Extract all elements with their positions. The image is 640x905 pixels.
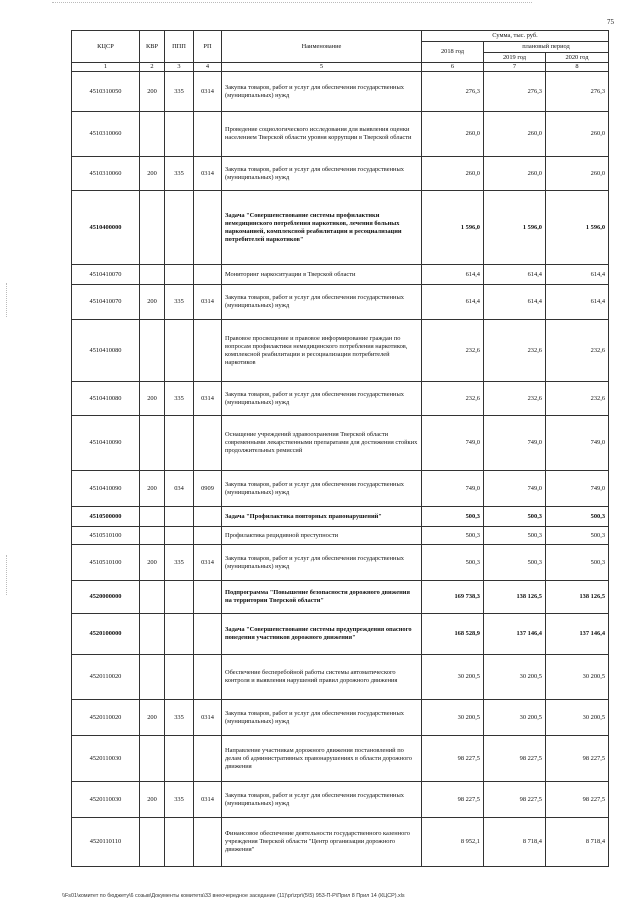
- cell-sum-2019: 232,6: [484, 382, 546, 416]
- cell-ppp: 335: [165, 545, 194, 581]
- table-row: [72, 581, 609, 614]
- table-row: [72, 614, 609, 655]
- cell-sum-2018: 30 200,5: [422, 655, 484, 700]
- cell-sum-2018: 500,3: [422, 545, 484, 581]
- cell-kvr: 200: [140, 382, 165, 416]
- table-row: [72, 72, 609, 112]
- cell-kcsr: 4510310050: [72, 72, 140, 112]
- cell-kvr: [140, 507, 165, 527]
- cell-sum-2019: 138 126,5: [484, 581, 546, 614]
- cell-name: Направление участникам дорожного движения постановлений по делам об административных правонарушениях в области дорожного движения: [222, 736, 422, 782]
- cell-rp: 0314: [194, 72, 222, 112]
- cell-ppp: [165, 265, 194, 285]
- table-row: [72, 191, 609, 265]
- column-number: 1: [72, 63, 140, 72]
- cell-rp: [194, 655, 222, 700]
- table-row: [72, 782, 609, 818]
- cell-rp: [194, 581, 222, 614]
- table-row: [72, 545, 609, 581]
- header-year-2020: 2020 год: [546, 53, 609, 63]
- cell-rp: [194, 265, 222, 285]
- cell-kcsr: 4510410070: [72, 265, 140, 285]
- table-row: [72, 112, 609, 157]
- cell-name: Задача "Профилактика повторных правонарушений": [222, 507, 422, 527]
- table-row: [72, 157, 609, 191]
- cell-sum-2020: 232,6: [546, 382, 609, 416]
- cell-rp: 0314: [194, 700, 222, 736]
- column-number: 2: [140, 63, 165, 72]
- cell-name: Задача "Совершенствование системы профилактики немедицинского потребления наркотиков, лечения больных наркоманией, комплексной реабилитации и ресоциализации потребителей наркотиков": [222, 191, 422, 265]
- cell-ppp: [165, 614, 194, 655]
- cell-sum-2019: 276,3: [484, 72, 546, 112]
- cell-sum-2018: 169 738,3: [422, 581, 484, 614]
- cell-sum-2018: 749,0: [422, 471, 484, 507]
- cell-kvr: 200: [140, 285, 165, 320]
- cell-ppp: 335: [165, 382, 194, 416]
- cell-name: Закупка товаров, работ и услуг для обеспечения государственных (муниципальных) нужд: [222, 157, 422, 191]
- cell-rp: [194, 507, 222, 527]
- cell-sum-2020: 614,4: [546, 265, 609, 285]
- cell-sum-2020: 749,0: [546, 471, 609, 507]
- cell-sum-2018: 8 952,1: [422, 818, 484, 867]
- page-number: 75: [607, 18, 614, 26]
- cell-sum-2019: 8 718,4: [484, 818, 546, 867]
- cell-name: Задача "Совершенствование системы предупреждения опасного поведения участников дорожного движения": [222, 614, 422, 655]
- cell-sum-2019: 500,3: [484, 527, 546, 545]
- table-row: [72, 382, 609, 416]
- table-row: [72, 527, 609, 545]
- cell-kcsr: 4510410080: [72, 382, 140, 416]
- column-number: 4: [194, 63, 222, 72]
- cell-sum-2020: 276,3: [546, 72, 609, 112]
- cell-kcsr: 4510510100: [72, 545, 140, 581]
- cell-sum-2018: 30 200,5: [422, 700, 484, 736]
- cell-rp: [194, 527, 222, 545]
- cell-sum-2019: 260,0: [484, 157, 546, 191]
- cell-rp: 0314: [194, 157, 222, 191]
- table-row: [72, 655, 609, 700]
- header-name: Наименование: [222, 31, 422, 63]
- header-year-2019: 2019 год: [484, 53, 546, 63]
- cell-kcsr: 4520110020: [72, 700, 140, 736]
- cell-sum-2019: 98 227,5: [484, 736, 546, 782]
- cell-rp: [194, 416, 222, 471]
- cell-name: Проведение социологического исследования для выявления оценки населением Тверской области уровня коррупции в Тверской области: [222, 112, 422, 157]
- cell-kvr: 200: [140, 471, 165, 507]
- cell-kcsr: 4510410080: [72, 320, 140, 382]
- cell-sum-2020: 749,0: [546, 416, 609, 471]
- cell-rp: 0314: [194, 782, 222, 818]
- cell-sum-2018: 232,6: [422, 320, 484, 382]
- cell-ppp: 335: [165, 72, 194, 112]
- scan-margin-mark: [6, 283, 8, 317]
- cell-ppp: [165, 191, 194, 265]
- cell-kvr: [140, 416, 165, 471]
- table-row: [72, 736, 609, 782]
- cell-kcsr: 4510410070: [72, 285, 140, 320]
- cell-ppp: [165, 507, 194, 527]
- column-number: 3: [165, 63, 194, 72]
- table-row: [72, 416, 609, 471]
- cell-ppp: [165, 736, 194, 782]
- cell-ppp: [165, 655, 194, 700]
- cell-sum-2019: 614,4: [484, 285, 546, 320]
- column-number: 8: [546, 63, 609, 72]
- cell-sum-2019: 232,6: [484, 320, 546, 382]
- header-rp: РП: [194, 31, 222, 63]
- cell-rp: [194, 818, 222, 867]
- cell-name: Подпрограмма "Повышение безопасности дорожного движения на территории Тверской области": [222, 581, 422, 614]
- scan-top-dots: [52, 2, 532, 5]
- cell-kvr: [140, 527, 165, 545]
- cell-kvr: [140, 655, 165, 700]
- cell-sum-2020: 1 596,0: [546, 191, 609, 265]
- cell-ppp: 335: [165, 700, 194, 736]
- cell-sum-2019: 500,3: [484, 545, 546, 581]
- cell-rp: [194, 112, 222, 157]
- cell-kvr: [140, 818, 165, 867]
- cell-sum-2020: 500,3: [546, 527, 609, 545]
- cell-name: Закупка товаров, работ и услуг для обеспечения государственных (муниципальных) нужд: [222, 545, 422, 581]
- table-row: [72, 471, 609, 507]
- cell-ppp: [165, 320, 194, 382]
- table-row: [72, 700, 609, 736]
- cell-kvr: 200: [140, 157, 165, 191]
- file-path-footer: \\Fs01\комитет по бюджету\6 созыв\Документы комитета\33 внеочередное заседание (11)\pr\zpr\(5\5) 953-П-Р\Прил 8 Прил 14 (КЦСР).xls: [62, 893, 405, 899]
- cell-name: Мониторинг наркоситуации в Тверской области: [222, 265, 422, 285]
- column-number: 5: [222, 63, 422, 72]
- cell-kcsr: 4520000000: [72, 581, 140, 614]
- cell-kvr: 200: [140, 545, 165, 581]
- scan-margin-mark: [6, 555, 8, 595]
- cell-sum-2020: 98 227,5: [546, 736, 609, 782]
- cell-sum-2019: 30 200,5: [484, 700, 546, 736]
- cell-rp: 0314: [194, 285, 222, 320]
- cell-kcsr: 4520100000: [72, 614, 140, 655]
- cell-sum-2019: 614,4: [484, 265, 546, 285]
- cell-sum-2020: 98 227,5: [546, 782, 609, 818]
- cell-name: Закупка товаров, работ и услуг для обеспечения государственных (муниципальных) нужд: [222, 782, 422, 818]
- cell-ppp: [165, 818, 194, 867]
- cell-rp: [194, 320, 222, 382]
- cell-sum-2019: 98 227,5: [484, 782, 546, 818]
- header-year-2018: 2018 год: [422, 42, 484, 63]
- cell-kvr: [140, 320, 165, 382]
- cell-kvr: 200: [140, 72, 165, 112]
- budget-table: [71, 30, 609, 867]
- cell-sum-2019: 500,3: [484, 507, 546, 527]
- cell-sum-2019: 749,0: [484, 471, 546, 507]
- cell-sum-2018: 168 528,9: [422, 614, 484, 655]
- cell-rp: 0909: [194, 471, 222, 507]
- header-kvr: КВР: [140, 31, 165, 63]
- cell-sum-2018: 232,6: [422, 382, 484, 416]
- cell-rp: [194, 614, 222, 655]
- cell-kcsr: 4510400000: [72, 191, 140, 265]
- cell-ppp: 335: [165, 157, 194, 191]
- cell-kcsr: 4520110020: [72, 655, 140, 700]
- cell-ppp: [165, 416, 194, 471]
- cell-sum-2018: 749,0: [422, 416, 484, 471]
- cell-kvr: [140, 614, 165, 655]
- cell-ppp: 034: [165, 471, 194, 507]
- cell-sum-2018: 98 227,5: [422, 736, 484, 782]
- cell-name: Закупка товаров, работ и услуг для обеспечения государственных (муниципальных) нужд: [222, 382, 422, 416]
- cell-sum-2020: 8 718,4: [546, 818, 609, 867]
- cell-ppp: [165, 581, 194, 614]
- cell-sum-2020: 614,4: [546, 285, 609, 320]
- cell-name: Правовое просвещение и правовое информирование граждан по вопросам профилактики немедицинского потребления наркотиков, комплексной реабилитации и ресоциализации потребителей наркотиков: [222, 320, 422, 382]
- cell-name: Оснащение учреждений здравоохранения Тверской области современными лекарственными препаратами для достижения стойких продолжительных ремиссий: [222, 416, 422, 471]
- cell-kvr: [140, 581, 165, 614]
- cell-name: Закупка товаров, работ и услуг для обеспечения государственных (муниципальных) нужд: [222, 700, 422, 736]
- cell-sum-2018: 98 227,5: [422, 782, 484, 818]
- cell-kcsr: 4510310060: [72, 157, 140, 191]
- table-row: [72, 265, 609, 285]
- cell-kvr: [140, 191, 165, 265]
- header-sum: Сумма, тыс. руб.: [422, 31, 609, 42]
- table-row: [72, 507, 609, 527]
- cell-sum-2018: 614,4: [422, 285, 484, 320]
- cell-name: Обеспечение бесперебойной работы системы автоматического контроля и выявления нарушений правил дорожного движения: [222, 655, 422, 700]
- budget-rows: [72, 72, 609, 867]
- cell-sum-2018: 500,3: [422, 527, 484, 545]
- cell-kcsr: 4520110110: [72, 818, 140, 867]
- cell-sum-2019: 30 200,5: [484, 655, 546, 700]
- cell-sum-2019: 260,0: [484, 112, 546, 157]
- cell-name: Закупка товаров, работ и услуг для обеспечения государственных (муниципальных) нужд: [222, 285, 422, 320]
- cell-kcsr: 4510410090: [72, 471, 140, 507]
- cell-name: Закупка товаров, работ и услуг для обеспечения государственных (муниципальных) нужд: [222, 72, 422, 112]
- cell-sum-2020: 30 200,5: [546, 655, 609, 700]
- cell-ppp: 335: [165, 285, 194, 320]
- table-row: [72, 818, 609, 867]
- cell-sum-2018: 1 596,0: [422, 191, 484, 265]
- cell-sum-2018: 500,3: [422, 507, 484, 527]
- table-row: [72, 285, 609, 320]
- cell-sum-2020: 500,3: [546, 545, 609, 581]
- cell-sum-2020: 232,6: [546, 320, 609, 382]
- cell-sum-2020: 138 126,5: [546, 581, 609, 614]
- cell-ppp: [165, 527, 194, 545]
- cell-sum-2020: 30 200,5: [546, 700, 609, 736]
- cell-sum-2020: 137 146,4: [546, 614, 609, 655]
- cell-kvr: [140, 736, 165, 782]
- table-row: [72, 320, 609, 382]
- cell-rp: 0314: [194, 382, 222, 416]
- cell-kcsr: 4510410090: [72, 416, 140, 471]
- cell-kvr: 200: [140, 700, 165, 736]
- cell-kvr: [140, 112, 165, 157]
- cell-rp: [194, 736, 222, 782]
- cell-ppp: 335: [165, 782, 194, 818]
- cell-sum-2018: 614,4: [422, 265, 484, 285]
- column-number: 7: [484, 63, 546, 72]
- cell-name: Закупка товаров, работ и услуг для обеспечения государственных (муниципальных) нужд: [222, 471, 422, 507]
- cell-sum-2019: 749,0: [484, 416, 546, 471]
- cell-sum-2019: 1 596,0: [484, 191, 546, 265]
- cell-name: Профилактика рецидивной преступности: [222, 527, 422, 545]
- header-planned-period: плановый период: [484, 42, 609, 53]
- cell-kcsr: 4520110030: [72, 782, 140, 818]
- cell-kcsr: 4510310060: [72, 112, 140, 157]
- cell-name: Финансовое обеспечение деятельности государственного казенного учреждения Тверской области "Центр организации дорожного движения": [222, 818, 422, 867]
- cell-kcsr: 4510510100: [72, 527, 140, 545]
- cell-ppp: [165, 112, 194, 157]
- cell-kcsr: 4520110030: [72, 736, 140, 782]
- cell-kvr: [140, 265, 165, 285]
- cell-sum-2020: 260,0: [546, 112, 609, 157]
- cell-sum-2019: 137 146,4: [484, 614, 546, 655]
- header-ppp: ППП: [165, 31, 194, 63]
- cell-sum-2018: 260,0: [422, 157, 484, 191]
- header-kcsr: КЦСР: [72, 31, 140, 63]
- cell-kcsr: 4510500000: [72, 507, 140, 527]
- cell-sum-2018: 276,3: [422, 72, 484, 112]
- cell-kvr: 200: [140, 782, 165, 818]
- cell-sum-2020: 260,0: [546, 157, 609, 191]
- cell-sum-2018: 260,0: [422, 112, 484, 157]
- cell-rp: 0314: [194, 545, 222, 581]
- cell-rp: [194, 191, 222, 265]
- column-number: 6: [422, 63, 484, 72]
- cell-sum-2020: 500,3: [546, 507, 609, 527]
